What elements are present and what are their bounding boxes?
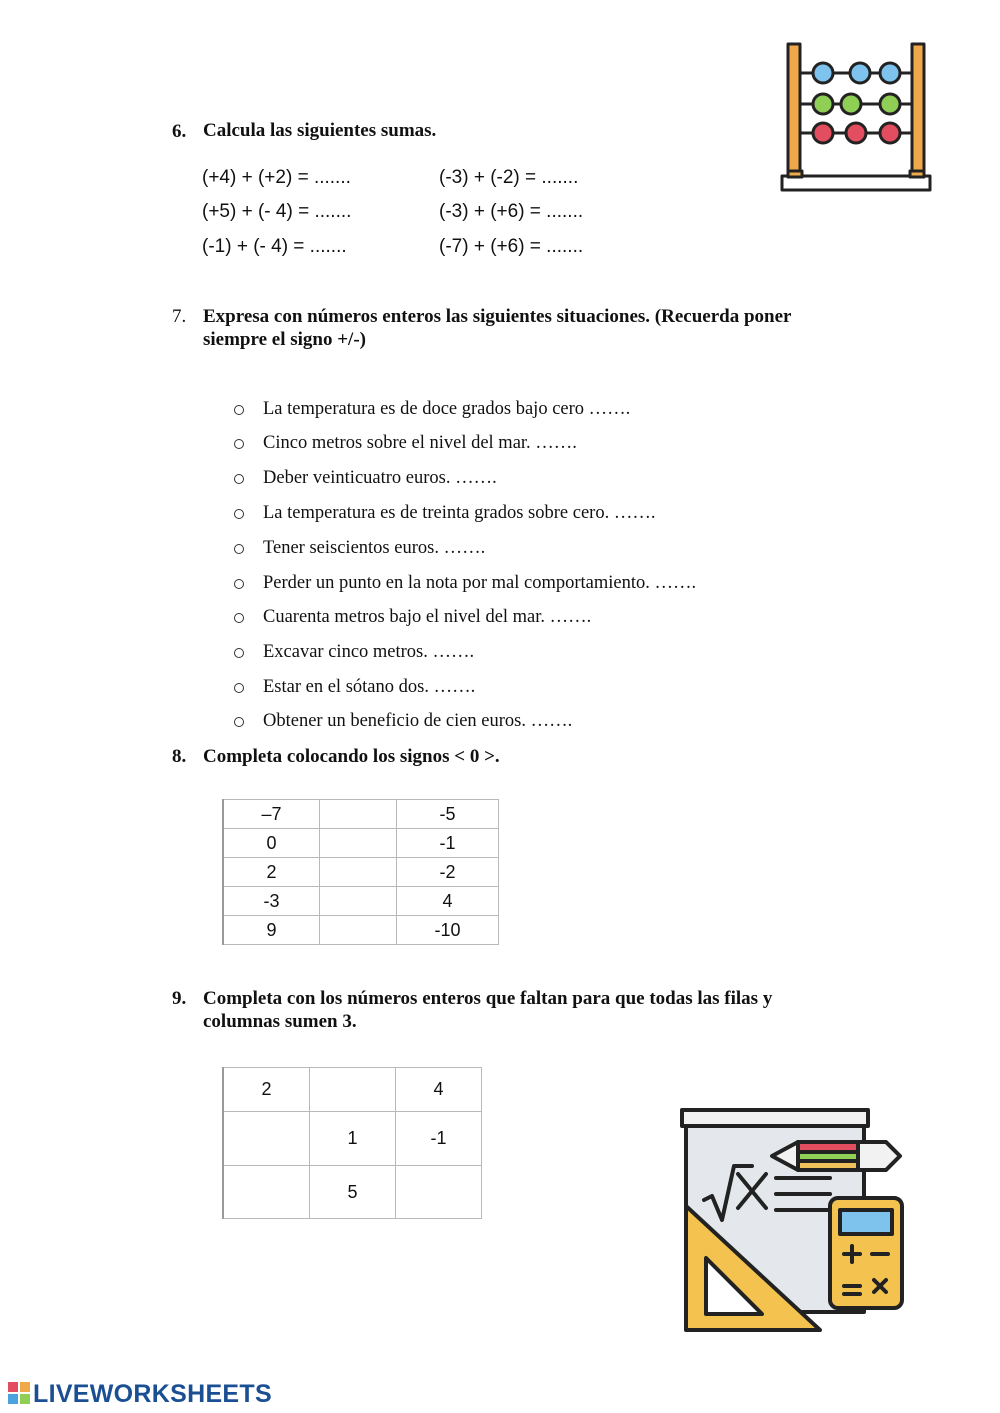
list-item-text: Perder un punto en la nota por mal comportamiento. ……. [263, 573, 697, 593]
list-item-text: Obtener un beneficio de cien euros. ……. [263, 711, 573, 731]
table-row [223, 800, 499, 829]
table-cell: -3 [223, 887, 320, 916]
answer-cell[interactable] [320, 829, 397, 858]
table-cell: -5 [397, 800, 499, 829]
table-row [223, 887, 499, 916]
table-row [223, 1068, 482, 1112]
bullet-icon [234, 544, 244, 554]
list-item-text: Deber veinticuatro euros. ……. [263, 468, 497, 488]
comparison-table [222, 799, 499, 945]
list-item-text: La temperatura es de treinta grados sobre cero. ……. [263, 503, 656, 523]
math-board-icon [680, 1108, 908, 1334]
answer-cell[interactable] [320, 800, 397, 829]
liveworksheets-logo[interactable]: LIVEWORKSHEETS [33, 1380, 272, 1408]
table-row [223, 858, 499, 887]
table-cell: 9 [223, 916, 320, 945]
bullet-icon [234, 509, 244, 519]
grid-cell: 1 [310, 1112, 396, 1166]
q7-title-line2: siempre el signo +/-) [203, 329, 366, 350]
grid-cell: 5 [310, 1166, 396, 1219]
table-cell: 2 [223, 858, 320, 887]
table-row [223, 916, 499, 945]
grid-cell: -1 [396, 1112, 482, 1166]
bullet-icon [234, 439, 244, 449]
list-item-text: Cuarenta metros bajo el nivel del mar. ……. [263, 607, 592, 627]
q6-sum-left-1: (+4) + (+2) = ....... [202, 167, 351, 188]
table-row [223, 829, 499, 858]
table-cell: -2 [397, 858, 499, 887]
answer-cell[interactable] [320, 887, 397, 916]
answer-cell[interactable] [320, 916, 397, 945]
table-cell: –7 [223, 800, 320, 829]
bullet-icon [234, 613, 244, 623]
answer-cell[interactable] [223, 1112, 310, 1166]
list-item-text: Tener seiscientos euros. ……. [263, 538, 486, 558]
q6-number: 6. [172, 121, 187, 142]
bullet-icon [234, 405, 244, 415]
table-row [223, 1166, 482, 1219]
q8-title: Completa colocando los signos < 0 >. [203, 746, 500, 767]
answer-cell[interactable] [310, 1068, 396, 1112]
bullet-icon [234, 683, 244, 693]
q6-title: Calcula las siguientes sumas. [203, 120, 437, 141]
q7-title-line1: Expresa con números enteros las siguientes situaciones. (Recuerda poner [203, 306, 792, 327]
answer-cell[interactable] [320, 858, 397, 887]
bullet-icon [234, 648, 244, 658]
abacus-icon [778, 40, 934, 196]
table-cell: -1 [397, 829, 499, 858]
list-item-text: Cinco metros sobre el nivel del mar. ……. [263, 433, 577, 453]
liveworksheets-logo-icon [8, 1382, 30, 1404]
table-cell: 4 [397, 887, 499, 916]
answer-cell[interactable] [396, 1166, 482, 1219]
magic-square-grid [222, 1067, 482, 1219]
grid-cell: 2 [223, 1068, 310, 1112]
q9-title-line2: columnas sumen 3. [203, 1011, 357, 1032]
bullet-icon [234, 717, 244, 727]
list-item-text: Excavar cinco metros. ……. [263, 642, 475, 662]
q6-sum-right-1: (-3) + (-2) = ....... [439, 167, 579, 188]
bullet-icon [234, 579, 244, 589]
q9-title-line1: Completa con los números enteros que faltan para que todas las filas y [203, 988, 773, 1009]
q6-sum-right-3: (-7) + (+6) = ....... [439, 236, 584, 257]
q6-sum-left-2: (+5) + (- 4) = ....... [202, 201, 352, 222]
list-item-text: La temperatura es de doce grados bajo cero ……. [263, 399, 631, 419]
q8-number: 8. [172, 746, 187, 767]
table-row [223, 1112, 482, 1166]
list-item-text: Estar en el sótano dos. ……. [263, 677, 476, 697]
q6-sum-right-2: (-3) + (+6) = ....... [439, 201, 584, 222]
q6-sum-left-3: (-1) + (- 4) = ....... [202, 236, 347, 257]
q9-number: 9. [172, 988, 187, 1009]
table-cell: -10 [397, 916, 499, 945]
q7-number: 7. [172, 306, 187, 327]
grid-cell: 4 [396, 1068, 482, 1112]
bullet-icon [234, 474, 244, 484]
table-cell: 0 [223, 829, 320, 858]
answer-cell[interactable] [223, 1166, 310, 1219]
